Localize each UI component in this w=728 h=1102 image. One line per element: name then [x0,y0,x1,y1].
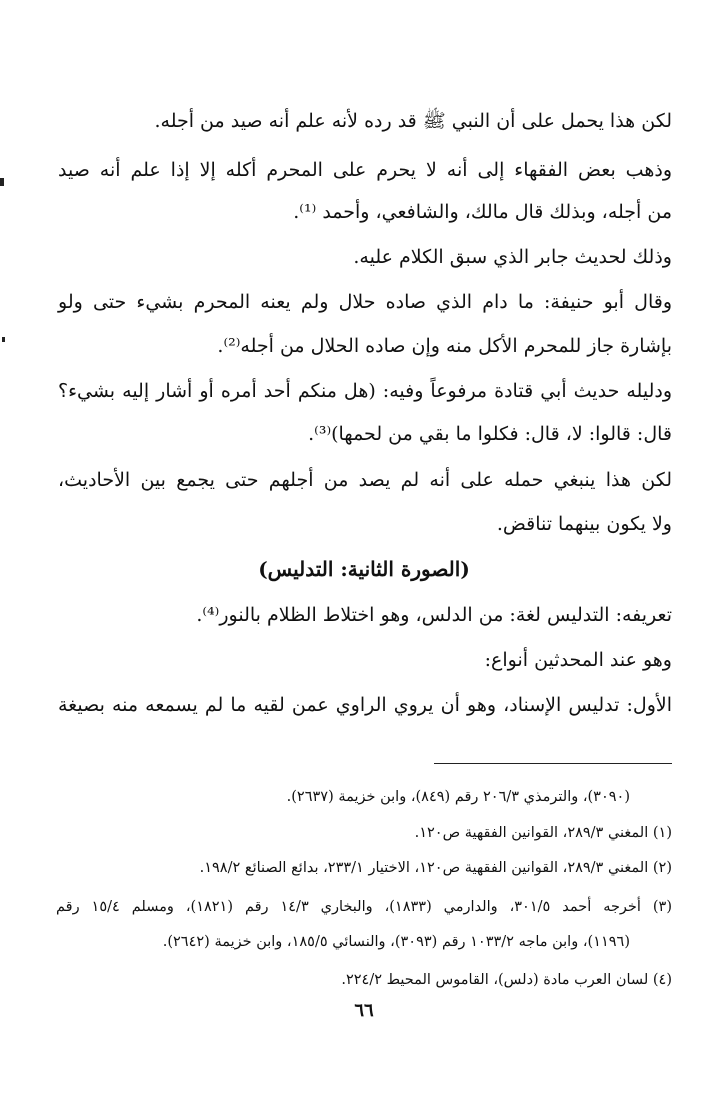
margin-mark [2,337,5,342]
section-heading: (الصورة الثانية: التدليس) [258,557,470,581]
footnote-line: (٣) أخرجه أحمد ٣٠١/٥، والدارمي (١٨٣٣)، والبخاري ١٤/٣ رقم (١٨٢١)، ومسلم ١٥/٤ رقم [56,899,672,915]
body-line: وهو عند المحدثين أنواع: [484,649,672,671]
body-line: وذلك لحديث جابر الذي سبق الكلام عليه. [353,246,672,268]
footnote-separator [434,763,672,764]
footnote-line: (٣٠٩٠)، والترمذي ٢٠٦/٣ رقم (٨٤٩)، وابن خزيمة (٢٦٣٧). [286,789,630,805]
footnote-line: (٢) المغني ٢٨٩/٣، القوانين الفقهية ص١٢٠، الاختيار ٢٣٣/١، بدائع الصنائع ١٩٨/٢. [199,860,672,876]
footnote-line: (٤) لسان العرب مادة (دلس)، القاموس المحيط ٢٢٤/٢. [341,972,672,988]
body-line: من أجله، وبذلك قال مالك، والشافعي، وأحمد ⁽¹⁾. [293,201,672,223]
page-number: ٦٦ [354,1000,374,1021]
body-line: لكن هذا ينبغي حمله على أنه لم يصد من أجلهم حتى يجمع بين الأحاديث، [58,469,672,491]
body-line: ودليله حديث أبي قتادة مرفوعاً وفيه: (هل منكم أحد أمره أو أشار إليه بشيء؟ [58,380,672,402]
body-line: قال: قالوا: لا، قال: فكلوا ما بقي من لحمها)⁽³⁾. [308,423,672,445]
body-line: لكن هذا يحمل على أن النبي ﷺ قد رده لأنه علم أنه صيد من أجله. [154,110,672,132]
body-line: ولا يكون بينهما تناقض. [496,513,672,535]
footnote-line: (١) المغني ٢٨٩/٣، القوانين الفقهية ص١٢٠. [414,825,672,841]
body-line: الأول: تدليس الإسناد، وهو أن يروي الراوي عمن لقيه ما لم يسمعه منه بصيغة [58,694,672,716]
body-line: تعريفه: التدليس لغة: من الدلس، وهو اختلاط الظلام بالنور⁽⁴⁾. [196,604,672,626]
body-line: بإشارة جاز للمحرم الأكل منه وإن صاده الحلال من أجله⁽²⁾. [217,335,672,357]
margin-mark [0,178,4,186]
body-line: وذهب بعض الفقهاء إلى أنه لا يحرم على المحرم أكله إلا إذا علم أنه صيد [58,159,672,181]
body-line: وقال أبو حنيفة: ما دام الذي صاده حلال ولم يعنه المحرم بشيء حتى ولو [58,291,672,313]
footnote-line: (١١٩٦)، وابن ماجه ١٠٣٣/٢ رقم (٣٠٩٣)، والنسائي ١٨٥/٥، وابن خزيمة (٢٦٤٢). [162,934,630,950]
